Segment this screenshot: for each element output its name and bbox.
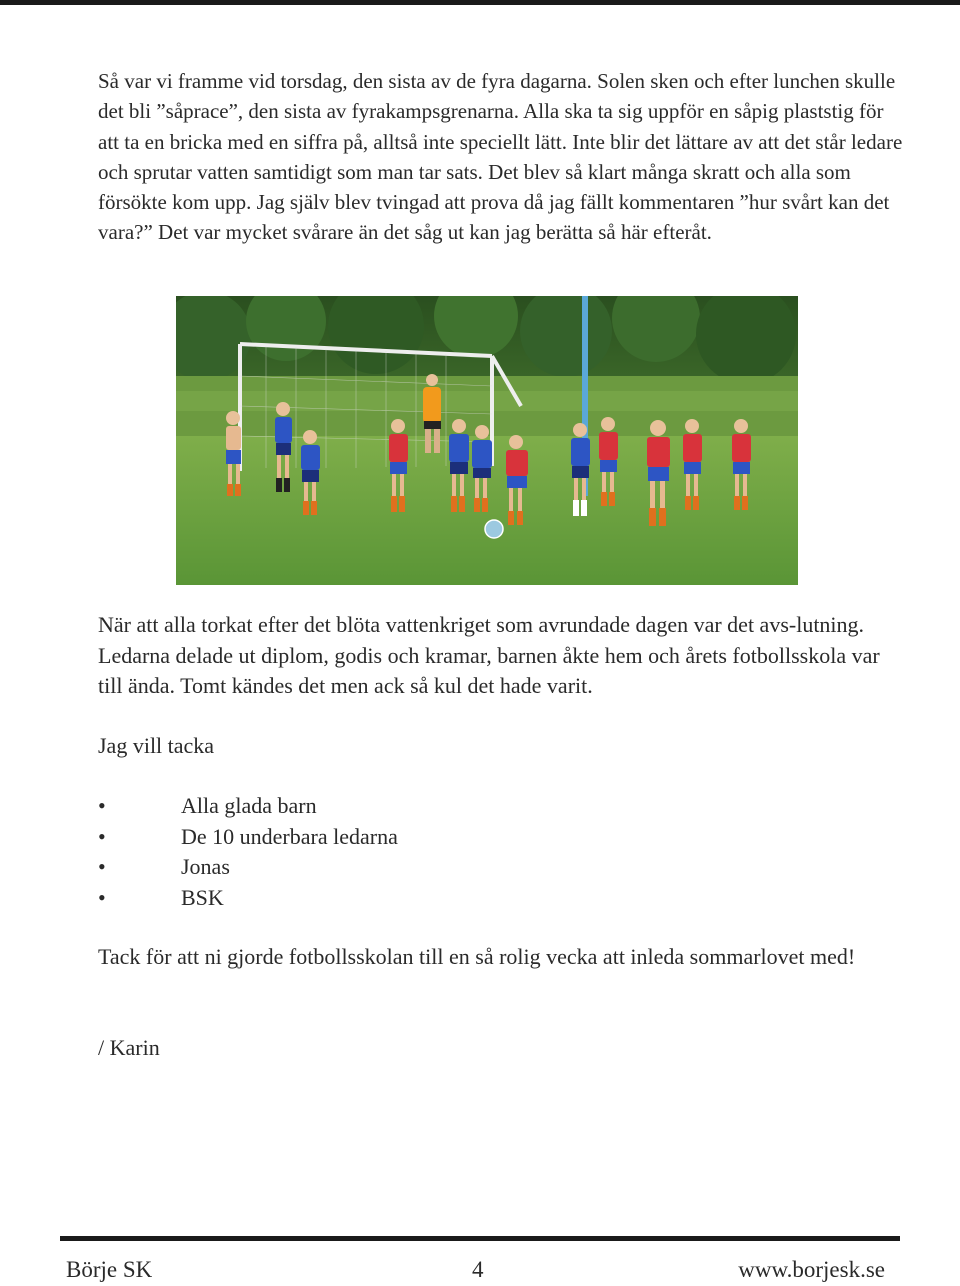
thanks-intro: Jag vill tacka: [98, 733, 215, 758]
list-item-label: Alla glada barn: [181, 793, 317, 818]
list-item-label: De 10 underbara ledarna: [181, 823, 398, 849]
list-item-label: Jonas: [181, 854, 230, 879]
footer-page-number: 4: [472, 1257, 484, 1282]
bullet-icon: •: [98, 854, 106, 879]
bottom-rule: [60, 1236, 900, 1241]
list-item: [98, 822, 398, 853]
bullet-icon: •: [98, 884, 106, 910]
list-item: [98, 852, 398, 883]
paragraph-avslutning: När att alla torkat efter det blöta vattenkriget som avrundade dagen var det avs-lutning. Ledarna delade ut diplom, godis och kramar, barnen åkte hem och årets fotbollsskola var till ända. Tomt kändes det men ack så kul det hade varit.: [98, 612, 880, 698]
list-item: [98, 883, 398, 914]
footer-club-name: Börje SK: [66, 1257, 153, 1282]
list-item: [98, 791, 398, 822]
photo-football-children: [176, 296, 798, 585]
football-photo-illustration: [176, 296, 798, 585]
bullet-icon: •: [98, 793, 106, 818]
signature: / Karin: [98, 1035, 160, 1060]
list-item-label: BSK: [181, 884, 224, 910]
footer-website-link[interactable]: www.borjesk.se: [738, 1257, 885, 1282]
paragraph-torsdag: Så var vi framme vid torsdag, den sista av de fyra dagarna. Solen sken och efter lunchen skulle det bli ”såprace”, den sista av fyrakampsgrenarna. Alla ska ta sig uppför en såpig plaststig för att ta en bricka med en siffra på, alltså inte speciellt lätt. Inte blir det lättare av att det står ledare och sprutar vatten samtidigt som man tar sats. Det blev så klart många skratt och alla som försökte kom upp. Jag själv blev tvingad att prova då jag fällt kommentaren ”hur svårt kan det vara?” Det var mycket svårare än det såg ut kan jag berätta så här efteråt.: [98, 69, 903, 245]
thanks-list: [98, 791, 398, 913]
bullet-icon: •: [98, 823, 106, 849]
top-rule: [0, 0, 960, 5]
closing-paragraph: Tack för att ni gjorde fotbollsskolan till en så rolig vecka att inleda sommarlovet med!: [98, 944, 856, 969]
